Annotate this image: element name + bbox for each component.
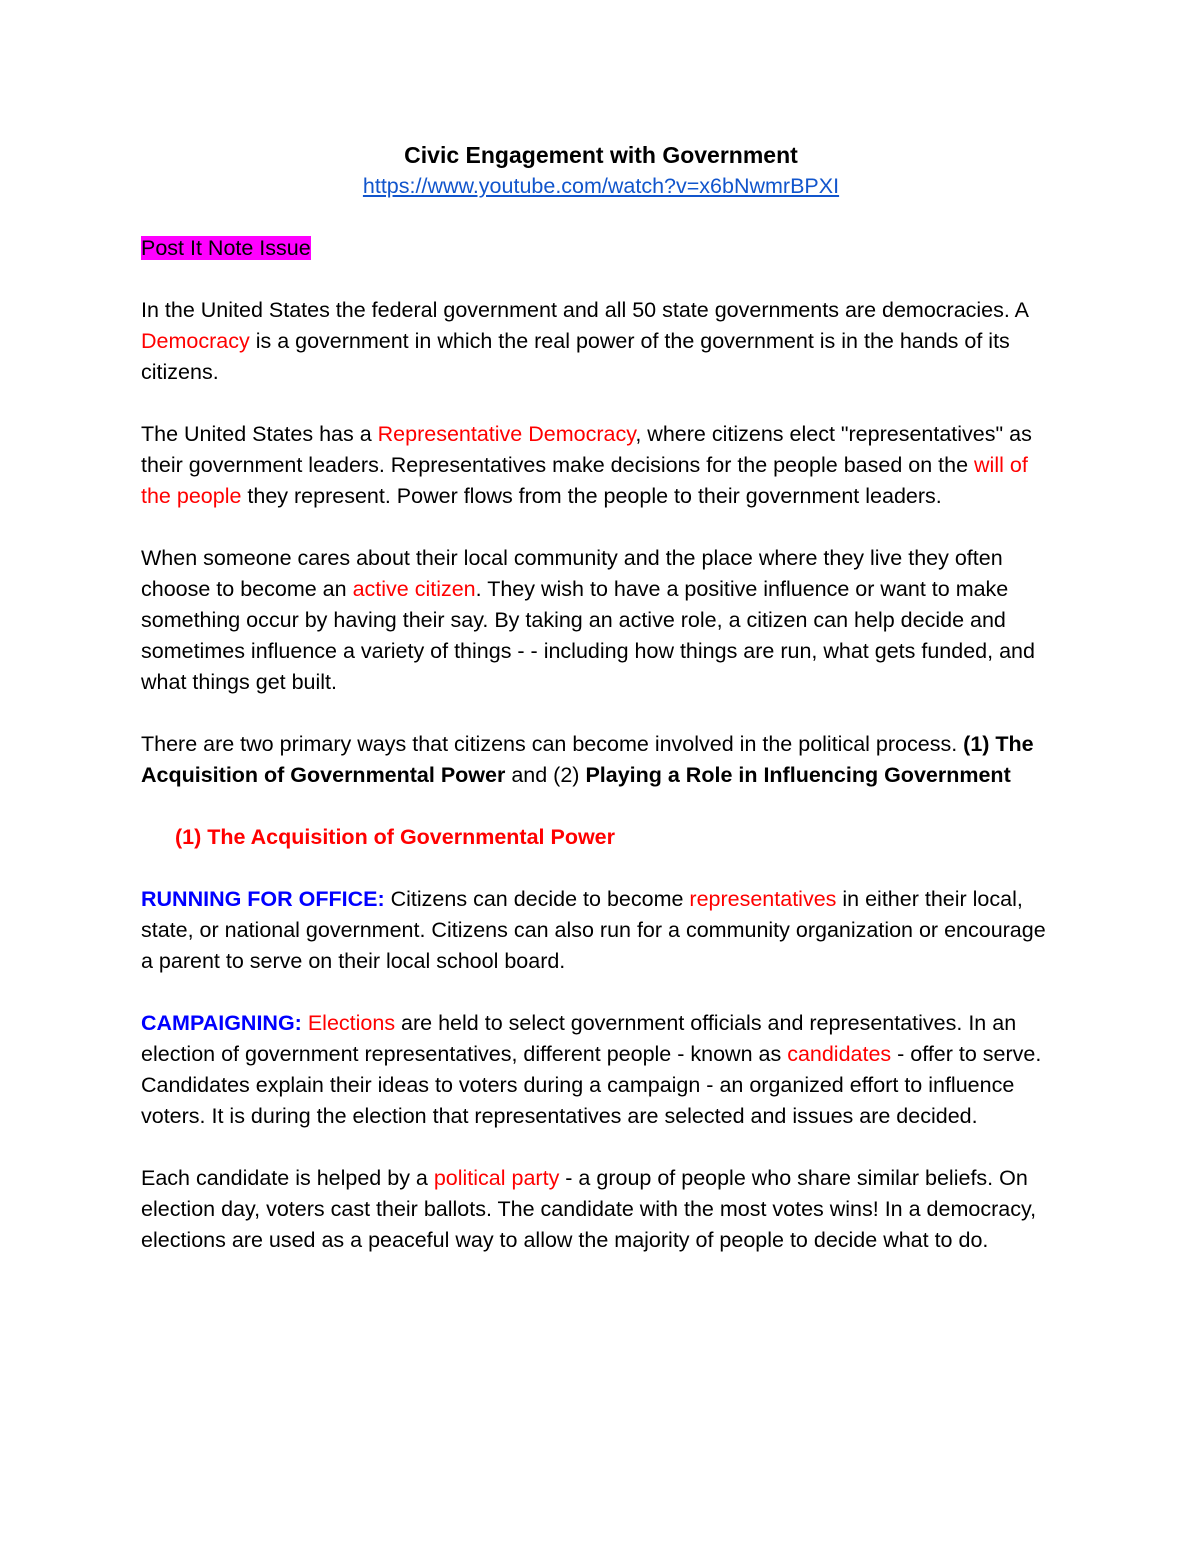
- text: When someone cares about their local community and the place where they live they often choose to become an: [141, 546, 1003, 601]
- youtube-link[interactable]: https://www.youtube.com/watch?v=x6bNwmrBPXI: [362, 174, 840, 198]
- post-it-note-highlight: Post It Note Issue: [141, 236, 311, 260]
- text: is a government in which the real power of the government is in the hands of its citizens.: [141, 329, 1010, 384]
- label-running-for-office: RUNNING FOR OFFICE:: [141, 887, 385, 911]
- text: in either their local, state, or national government. Citizens can also run for a community organization or encourage a parent to serve on their local school board.: [141, 887, 1046, 973]
- text: The United States has a: [141, 422, 378, 446]
- text: - offer to serve. Candidates explain their ideas to voters during a campaign - an organized effort to influence voters. It is during the election that representatives are selected and issues are decided.: [141, 1042, 1042, 1128]
- text: , where citizens elect "representatives" as their government leaders. Representatives make decisions for the people based on the: [141, 422, 1032, 477]
- text: Each candidate is helped by a: [141, 1166, 434, 1190]
- way-2-heading: Playing a Role in Influencing Government: [585, 763, 1011, 787]
- term-candidates: candidates: [787, 1042, 892, 1066]
- term-elections: Elections: [307, 1011, 396, 1035]
- paragraph-two-ways: [141, 729, 1061, 791]
- text: Citizens can decide to become: [384, 887, 690, 911]
- term-democracy: Democracy: [141, 329, 250, 353]
- text: . They wish to have a positive influence or want to make something occur by having their say. By taking an active role, a citizen can help decide and sometimes influence a variety of things - - including how things are run, what gets funded, and what things get built.: [141, 577, 1035, 694]
- term-active-citizen: active citizen: [352, 577, 476, 601]
- spacer: [141, 202, 1061, 233]
- paragraph-political-party: [141, 1163, 1061, 1256]
- paragraph-running-for-office: [141, 884, 1061, 977]
- section-heading-acquisition: (1) The Acquisition of Governmental Power: [175, 825, 616, 849]
- term-political-party: political party: [433, 1166, 560, 1190]
- term-representative-democracy: Representative Democracy: [377, 422, 636, 446]
- paragraph-campaigning: [141, 1008, 1061, 1132]
- term-representatives: representatives: [689, 887, 837, 911]
- paragraph-democracy: [141, 295, 1061, 388]
- paragraph-representative-democracy: [141, 419, 1061, 512]
- paragraph-active-citizen: [141, 543, 1061, 698]
- text: are held to select government officials and representatives. In an election of government representatives, different people - known as: [141, 1011, 1017, 1066]
- link-line: [141, 171, 1061, 202]
- text: There are two primary ways that citizens can become involved in the political process.: [141, 732, 964, 756]
- post-it-line: [141, 233, 1061, 264]
- document-body: [141, 140, 1061, 1287]
- text: and (2): [505, 763, 586, 787]
- label-campaigning: CAMPAIGNING:: [141, 1011, 302, 1035]
- document-title: Civic Engagement with Government: [404, 142, 798, 168]
- text: they represent. Power flows from the people to their government leaders.: [241, 484, 942, 508]
- term-will-of-the-people: will of the people: [141, 453, 1028, 508]
- way-1-heading: (1) The Acquisition of Governmental Power: [141, 732, 1034, 787]
- text: - a group of people who share similar beliefs. On election day, voters cast their ballots. The candidate with the most votes wins! In a democracy, elections are used as a peaceful way to allow the majority of people to decide what to do.: [141, 1166, 1037, 1252]
- text: In the United States the federal government and all 50 state governments are democracies. A: [141, 298, 1028, 322]
